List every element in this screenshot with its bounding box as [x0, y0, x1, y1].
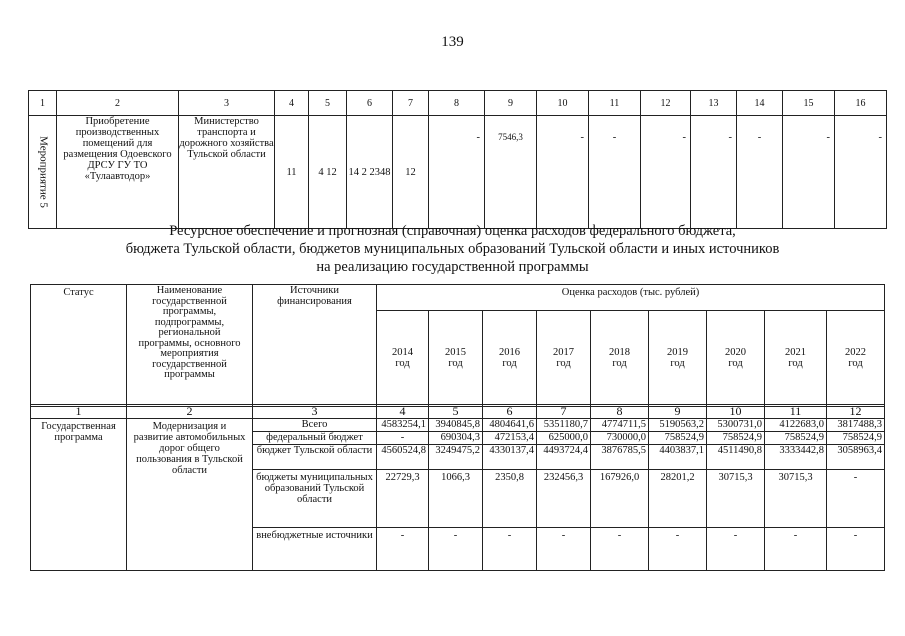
column-number: 7	[393, 91, 429, 116]
estimate-header: Оценка расходов (тыс. рублей)	[377, 285, 885, 311]
section-title-line: на реализацию государственной программы	[316, 259, 589, 275]
year-header: 2014 год	[377, 311, 429, 407]
table-row	[31, 419, 885, 432]
value-cell: 4774711,5	[591, 419, 649, 432]
value-cell: 30715,3	[765, 470, 827, 528]
value-cell: -	[591, 528, 649, 571]
column-number: 2	[127, 405, 253, 419]
value-cell: 4560524,8	[377, 445, 429, 470]
value-cell: 3249475,2	[429, 445, 483, 470]
value-cell: 690304,3	[429, 432, 483, 445]
page-number: 139	[441, 34, 464, 50]
source-cell: внебюджетные источники	[253, 528, 377, 571]
name-header: Наименование государственной программы, подпрограммы, региональной программы, основного мероприятия государственной программы	[127, 285, 253, 407]
value-cell: 4804641,6	[483, 419, 537, 432]
value-cell: 30715,3	[707, 470, 765, 528]
column-number: 12	[827, 405, 885, 419]
value-cell: -	[429, 528, 483, 571]
column-number: 11	[765, 405, 827, 419]
source-cell: бюджеты муниципальных образований Тульской области	[253, 470, 377, 528]
source-cell: бюджет Тульской области	[253, 445, 377, 470]
value-cell: 4511490,8	[707, 445, 765, 470]
column-number: 4	[275, 91, 309, 116]
value-cell: 167926,0	[591, 470, 649, 528]
year-header: 2022 год	[827, 311, 885, 407]
table-cell: 14 2 2348	[347, 116, 393, 229]
resources-table-header	[30, 284, 885, 407]
table-cell: -	[835, 116, 887, 229]
column-number: 1	[31, 405, 127, 419]
table-cell: 12	[393, 116, 429, 229]
value-cell: 758524,9	[707, 432, 765, 445]
source-cell: федеральный бюджет	[253, 432, 377, 445]
status-header: Статус	[31, 285, 127, 407]
value-cell: -	[707, 528, 765, 571]
column-number: 6	[483, 405, 537, 419]
activity-label-cell	[29, 116, 57, 229]
column-number: 8	[429, 91, 485, 116]
year-header: 2021 год	[765, 311, 827, 407]
year-header: 2015 год	[429, 311, 483, 407]
value-cell: -	[483, 528, 537, 571]
column-number: 1	[29, 91, 57, 116]
column-number: 6	[347, 91, 393, 116]
column-number: 3	[253, 405, 377, 419]
value-cell: -	[537, 528, 591, 571]
table-cell: -	[691, 116, 737, 229]
column-number: 3	[179, 91, 275, 116]
column-number: 5	[429, 405, 483, 419]
activity-name: Приобретение производственных помещений для размещения Одоевского ДРСУ ГУ ТО «Тулаавтодор»	[57, 116, 179, 229]
table-cell: -	[641, 116, 691, 229]
sources-header: Источники финансирования	[253, 285, 377, 407]
value-cell: 3333442,8	[765, 445, 827, 470]
column-number: 14	[737, 91, 783, 116]
value-cell: 5351180,7	[537, 419, 591, 432]
column-number-row	[31, 405, 885, 419]
value-cell: 4493724,4	[537, 445, 591, 470]
status-cell: Государственная программа	[31, 419, 127, 571]
table-row	[29, 116, 887, 229]
value-cell: 758524,9	[765, 432, 827, 445]
column-number: 5	[309, 91, 347, 116]
value-cell: 5190563,2	[649, 419, 707, 432]
value-cell: -	[765, 528, 827, 571]
section-title	[0, 222, 905, 276]
column-number: 12	[641, 91, 691, 116]
value-cell: 4583254,1	[377, 419, 429, 432]
year-header: 2016 год	[483, 311, 537, 407]
value-cell: 758524,9	[649, 432, 707, 445]
value-cell: 4122683,0	[765, 419, 827, 432]
value-cell: 472153,4	[483, 432, 537, 445]
value-cell: 1066,3	[429, 470, 483, 528]
value-cell: 2350,8	[483, 470, 537, 528]
value-cell: 758524,9	[827, 432, 885, 445]
column-number: 4	[377, 405, 429, 419]
value-cell: -	[827, 528, 885, 571]
table-cell: 11	[275, 116, 309, 229]
source-cell: Всего	[253, 419, 377, 432]
table-cell: 4 12	[309, 116, 347, 229]
section-title-line: Ресурсное обеспечение и прогнозная (справочная) оценка расходов федерального бюджета,	[169, 223, 736, 239]
program-cell: Модернизация и развитие автомобильных дорог общего пользования в Тульской области	[127, 419, 253, 571]
value-cell: 28201,2	[649, 470, 707, 528]
value-cell: 4403837,1	[649, 445, 707, 470]
column-number: 16	[835, 91, 887, 116]
value-cell: -	[827, 470, 885, 528]
column-number: 2	[57, 91, 179, 116]
value-cell: 22729,3	[377, 470, 429, 528]
table-cell: -	[429, 116, 485, 229]
section-title-line: бюджета Тульской области, бюджетов муниципальных образований Тульской области и иных источников	[125, 241, 780, 257]
year-header: 2018 год	[591, 311, 649, 407]
value-cell: 232456,3	[537, 470, 591, 528]
table-cell: -	[783, 116, 835, 229]
value-cell: 4330137,4	[483, 445, 537, 470]
column-number: 13	[691, 91, 737, 116]
value-cell: -	[649, 528, 707, 571]
value-cell: 625000,0	[537, 432, 591, 445]
resources-table	[30, 404, 885, 571]
column-number: 9	[649, 405, 707, 419]
activity-table	[28, 90, 887, 229]
activity-label: Мероприятие 5	[37, 136, 49, 208]
table-cell: 7546,3	[485, 116, 537, 229]
executor: Министерство транспорта и дорожного хозяйства Тульской области	[179, 116, 275, 229]
column-number: 15	[783, 91, 835, 116]
column-number: 10	[707, 405, 765, 419]
column-number: 10	[537, 91, 589, 116]
value-cell: 3058963,4	[827, 445, 885, 470]
value-cell: 730000,0	[591, 432, 649, 445]
table-cell: -	[589, 116, 641, 229]
year-header: 2019 год	[649, 311, 707, 407]
year-header: 2020 год	[707, 311, 765, 407]
value-cell: -	[377, 432, 429, 445]
column-number-row	[29, 91, 887, 116]
table-cell: -	[537, 116, 589, 229]
column-number: 8	[591, 405, 649, 419]
year-header: 2017 год	[537, 311, 591, 407]
column-number: 11	[589, 91, 641, 116]
value-cell: 3876785,5	[591, 445, 649, 470]
column-number: 7	[537, 405, 591, 419]
value-cell: -	[377, 528, 429, 571]
table-cell: -	[737, 116, 783, 229]
value-cell: 3817488,3	[827, 419, 885, 432]
column-number: 9	[485, 91, 537, 116]
value-cell: 5300731,0	[707, 419, 765, 432]
value-cell: 3940845,8	[429, 419, 483, 432]
